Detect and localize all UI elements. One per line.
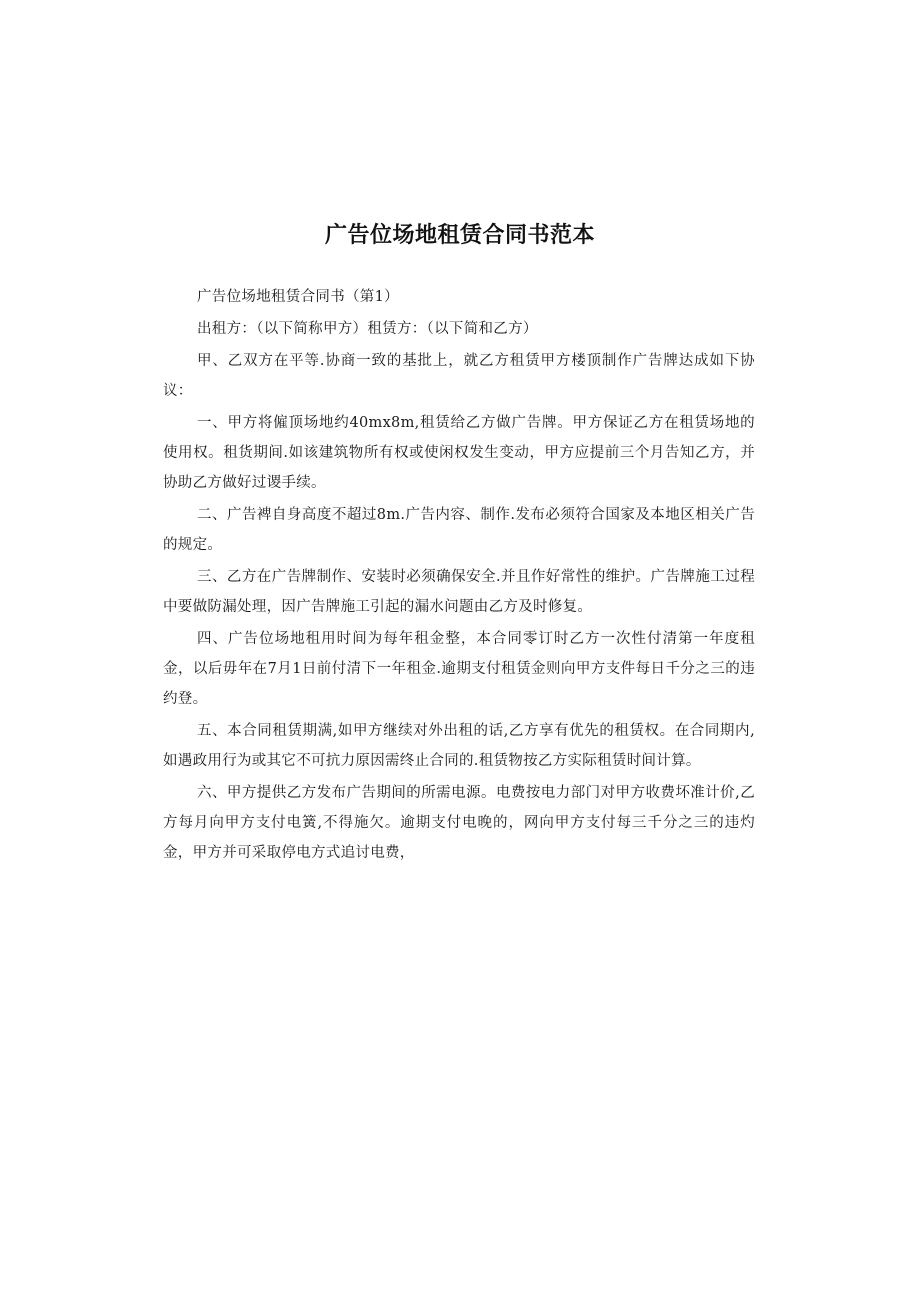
paragraph-clause-5: 五、本合同租赁期满,如甲方继续对外出租的话,乙方享有优先的租赁权。在合同期内,如遇政用行为或其它不可抗力原因需终止合同的.租赁物按乙方实际租赁时间计算。 (163, 723, 755, 769)
paragraph-preamble: 甲、乙双方在平等.协商一致的基批上，就乙方租赁甲方楼顶制作广告牌达成如下协议： (163, 353, 755, 399)
paragraph-clause-3: 三、乙方在广告牌制作、安装时必须确保安全.并且作好常性的维护。广告牌施工过程中要做防漏处理，因广告牌施工引起的漏水问题由乙方及时修复。 (163, 569, 755, 615)
paragraph-clause-2: 二、广告裨自身高度不超过8m.广告内容、制作.发布必须符合国家及本地区相关广告的规定。 (163, 507, 755, 553)
paragraph-contract-heading: 广告位场地租赁合同书（第1） (197, 289, 399, 305)
document-body (163, 282, 755, 870)
paragraph-clause-6: 六、甲方提供乙方发布广告期间的所需电源。电费按电力部门对甲方收费坏准计价,乙方每月向甲方支付电簧,不得施欠。逾期支付电晚的，网向甲方支付每三千分之三的违灼金，甲方并可采取停电方式追讨电费， (163, 785, 755, 861)
document-title: 广告位场地租赁合同书范本 (324, 223, 595, 248)
paragraph-clause-1: 一、甲方将僱顶场地约40mx8m,租赁给乙方做广告牌。甲方保证乙方在租赁场地的使用权。租货期间.如该建筑物所有权或使闲权发生变动，甲方应提前三个月告知乙方，并协助乙方做好过谡手续。 (163, 415, 755, 491)
paragraph-clause-4: 四、广告位场地租用时间为每年租金整，本合同零订时乙方一次性付清第一年度租金，以后毋年在7月1日前付清下一年租金.逾期支付租赁金则向甲方支件每日千分之三的违约登。 (163, 631, 755, 707)
paragraph-parties: 出租方：（以下简称甲方）租赁方：（以下简和乙方） (197, 321, 538, 337)
